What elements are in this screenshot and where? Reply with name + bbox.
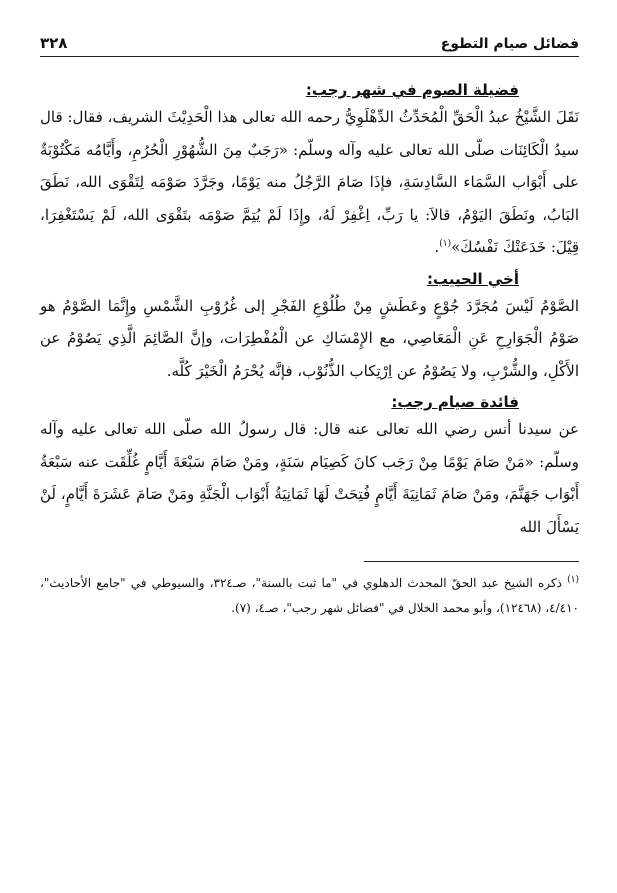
paragraph-text: نَقَلَ الشَّيْخُ عبدُ الْحَقِّ الْمُحَدِّثُ الدِّهْلَوِيُّ رحمه الله تعالى هذا الْحَدِيْثَ الشريف، فقال: قال سيدُ الْكَائِنَات صلّى الله تعالى عليه وآله وسلّم: «رَجَبٌ مِنَ الشُّهُوْرِ الْحُرُمِ، وأَيَّامُه مَكْتُوْبَةٌ على أَبْوَاب السَّمَاء السَّادِسَةِ، فإذَا صَامَ الرَّجُلُ منه يَوْمًا، وجَرَّدَ صَوْمَه لِتَقْوَى الله، نَطَقَ البَابُ، ونَطَقَ اليَوْمُ، قالاَ: يا رَبِّ، اِغْفِرْ لَهُ، وإِذَا لَمْ يُتِمَّ صَوْمَه بتَقْوَى الله، لَمْ يَسْتَغْفِرَا، قِيْلَ: خَدَعَتْكَ نَفْسُكَ»	[40, 108, 579, 256]
section-heading-dear-brother: أخي الحبيب:	[426, 269, 519, 288]
footnote-reference[interactable]: (١)	[439, 239, 452, 249]
page-number: ٣٢٨	[40, 34, 68, 52]
footnote-text: ذكره الشيخ عبد الحقّ المحدث الدهلوي في "ما ثبت بالسنة"، صـ٣٢٤، والسيوطي في "جامع الأحاديث"، ٤/٤١٠، (١٢٤٦٨)، وأبو محمد الخلال في "فضائل شهر رجب"، صـ٤، (٧).	[40, 576, 579, 615]
section-paragraph-rajab-virtue	[40, 101, 579, 264]
page-header	[40, 30, 579, 57]
footnote-mark: (١)	[567, 575, 579, 585]
footnote-item	[40, 568, 579, 621]
section-paragraph-dear-brother: الصَّوْمُ لَيْسَ مُجَرَّدَ جُوْعٍ وعَطَشٍ مِنْ طُلُوْعِ الفَجْرِ إلى غُرُوْبِ الشَّمْسِ وإِنَّمَا الصَّوْمُ هو صَوْمُ الْجَوَارِحِ عَنِ الْمَعَاصِي، مع الإِمْسَاكِ عن الْمُفْطِرَات، وإنَّ الصَّائِمَ الَّذِي يَصُوْمُ عن الأَكْلِ، والشُّرْبِ، ولا يَصُوْمُ عن اِرْتِكاب الذُّنُوْب، فإنَّه يُحْرَمُ الْخَيْرَ كُلَّه.	[40, 296, 579, 380]
running-title: فضائل صيام التطوع	[440, 36, 579, 52]
footnotes	[40, 568, 579, 621]
page-body	[40, 79, 579, 621]
section-heading-rajab-benefit: فائدة صيام رجب:	[391, 393, 519, 411]
footnote-divider	[364, 561, 579, 562]
paragraph-end-punctuation: .	[434, 238, 440, 256]
section-heading-rajab-virtue: فضيلة الصوم في شهر رجب:	[305, 81, 519, 99]
section-paragraph-rajab-benefit: عن سيدنا أنس رضي الله تعالى عنه قال: قال رسولُ الله صلّى الله تعالى عليه وآله وسلّم: «مَنْ صَامَ يَوْمًا مِنْ رَجَب كانَ كَصِيَام سَنَةٍ، ومَنْ صَامَ سَبْعَةَ أَيَّامٍ غُلِّقَت عنه سَبْعَةُ أَبْوَاب جَهَنَّمَ، ومَنْ صَامَ ثَمَانِيَةَ أَيَّامٍ فُتِحَتْ لَهَا ثَمَانِيَةُ أَبْوَاب الْجَنَّةِ ومَنْ صَامَ عَشَرَةَ أَيَّامٍ، لَنْ يَسْأَلَ الله	[40, 420, 579, 536]
